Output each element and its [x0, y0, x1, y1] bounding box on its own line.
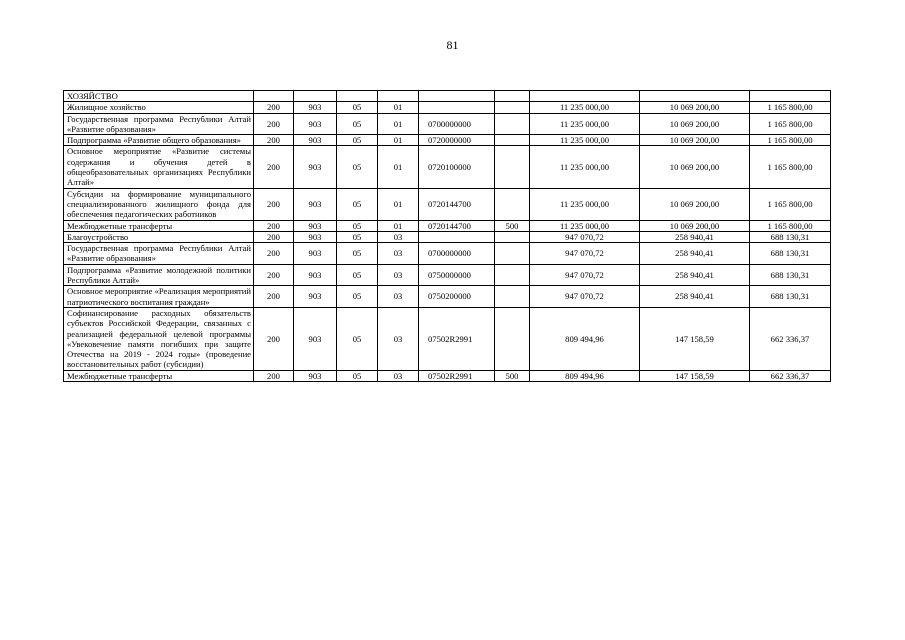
target-article-cell: 0700000000: [419, 243, 495, 265]
admin-code-cell: 200: [254, 135, 294, 146]
section-code-cell: 05: [337, 135, 378, 146]
amount-year3-cell: 1 165 800,00: [750, 220, 831, 231]
budget-table: [63, 90, 831, 382]
admin-code-cell: 200: [254, 113, 294, 135]
amount-year3-cell: 1 165 800,00: [750, 135, 831, 146]
amount-year1-cell: 11 235 000,00: [530, 113, 640, 135]
target-article-cell: 0720144700: [419, 220, 495, 231]
amount-year1-cell: 809 494,96: [530, 370, 640, 381]
row-name-cell: Государственная программа Республики Алтай «Развитие образования»: [64, 243, 254, 265]
amount-year1-cell: 809 494,96: [530, 307, 640, 370]
expense-type-cell: [495, 231, 530, 242]
target-article-cell: [419, 102, 495, 113]
table-row: [64, 113, 831, 135]
section-code-cell: 05: [337, 102, 378, 113]
admin-code-cell: 200: [254, 370, 294, 381]
row-name-cell: Основное мероприятие «Развитие системы содержания и обучения детей в общеобразовательных организациях Республики Алтай»: [64, 146, 254, 188]
row-name-cell: Межбюджетные трансферты: [64, 220, 254, 231]
amount-year1-cell: 11 235 000,00: [530, 146, 640, 188]
amount-year1-cell: 11 235 000,00: [530, 220, 640, 231]
subsection-code-cell: 03: [378, 243, 419, 265]
expense-type-cell: [495, 146, 530, 188]
subsection-code-cell: 01: [378, 135, 419, 146]
table-row: [64, 146, 831, 188]
expense-type-cell: [495, 307, 530, 370]
amount-year2-cell: 10 069 200,00: [640, 146, 750, 188]
ministry-code-cell: 903: [294, 135, 337, 146]
target-article-cell: 07502R2991: [419, 370, 495, 381]
expense-type-cell: [495, 91, 530, 102]
table-row: [64, 286, 831, 308]
amount-year1-cell: 947 070,72: [530, 264, 640, 286]
amount-year1-cell: 11 235 000,00: [530, 135, 640, 146]
expense-type-cell: 500: [495, 220, 530, 231]
expense-type-cell: [495, 264, 530, 286]
amount-year3-cell: 662 336,37: [750, 370, 831, 381]
section-code-cell: 05: [337, 146, 378, 188]
ministry-code-cell: 903: [294, 113, 337, 135]
amount-year1-cell: [530, 91, 640, 102]
row-name-cell: ХОЗЯЙСТВО: [64, 91, 254, 102]
table-row: [64, 243, 831, 265]
row-name-cell: Межбюджетные трансферты: [64, 370, 254, 381]
target-article-cell: 0750000000: [419, 264, 495, 286]
section-code-cell: 05: [337, 231, 378, 242]
table-row: [64, 135, 831, 146]
admin-code-cell: 200: [254, 188, 294, 220]
row-name-cell: Подпрограмма «Развитие общего образования»: [64, 135, 254, 146]
section-code-cell: 05: [337, 113, 378, 135]
amount-year1-cell: 11 235 000,00: [530, 188, 640, 220]
subsection-code-cell: 01: [378, 102, 419, 113]
ministry-code-cell: 903: [294, 146, 337, 188]
target-article-cell: 0720144700: [419, 188, 495, 220]
ministry-code-cell: 903: [294, 231, 337, 242]
ministry-code-cell: 903: [294, 243, 337, 265]
admin-code-cell: [254, 91, 294, 102]
target-article-cell: [419, 231, 495, 242]
amount-year3-cell: 1 165 800,00: [750, 113, 831, 135]
admin-code-cell: 200: [254, 243, 294, 265]
admin-code-cell: 200: [254, 102, 294, 113]
amount-year2-cell: 258 940,41: [640, 286, 750, 308]
row-name-cell: Софинансирование расходных обязательств субъектов Российской Федерации, связанных с реализацией федеральной целевой программы «Увековечение памяти погибших при защите Отечества на 2019 - 2024 годы» (проведение восстановительных работ (субсидии): [64, 307, 254, 370]
admin-code-cell: 200: [254, 264, 294, 286]
ministry-code-cell: 903: [294, 307, 337, 370]
section-code-cell: [337, 91, 378, 102]
subsection-code-cell: 01: [378, 113, 419, 135]
row-name-cell: Государственная программа Республики Алтай «Развитие образования»: [64, 113, 254, 135]
table-row: [64, 307, 831, 370]
section-code-cell: 05: [337, 286, 378, 308]
expense-type-cell: [495, 188, 530, 220]
target-article-cell: 0720100000: [419, 146, 495, 188]
subsection-code-cell: 03: [378, 264, 419, 286]
section-code-cell: 05: [337, 188, 378, 220]
section-code-cell: 05: [337, 243, 378, 265]
row-name-cell: Жилищное хозяйство: [64, 102, 254, 113]
table-row: [64, 370, 831, 381]
target-article-cell: 07502R2991: [419, 307, 495, 370]
subsection-code-cell: 03: [378, 307, 419, 370]
amount-year3-cell: 1 165 800,00: [750, 102, 831, 113]
expense-type-cell: [495, 243, 530, 265]
target-article-cell: 0750200000: [419, 286, 495, 308]
ministry-code-cell: 903: [294, 188, 337, 220]
subsection-code-cell: 03: [378, 370, 419, 381]
amount-year2-cell: 258 940,41: [640, 264, 750, 286]
subsection-code-cell: 03: [378, 231, 419, 242]
admin-code-cell: 200: [254, 307, 294, 370]
table-row: [64, 231, 831, 242]
amount-year2-cell: 258 940,41: [640, 243, 750, 265]
amount-year3-cell: 1 165 800,00: [750, 146, 831, 188]
expense-type-cell: [495, 135, 530, 146]
amount-year3-cell: 688 130,31: [750, 243, 831, 265]
subsection-code-cell: 01: [378, 220, 419, 231]
amount-year2-cell: 147 158,59: [640, 370, 750, 381]
amount-year2-cell: 10 069 200,00: [640, 113, 750, 135]
subsection-code-cell: 03: [378, 286, 419, 308]
expense-type-cell: [495, 102, 530, 113]
ministry-code-cell: 903: [294, 102, 337, 113]
amount-year1-cell: 947 070,72: [530, 231, 640, 242]
admin-code-cell: 200: [254, 286, 294, 308]
table-row: [64, 264, 831, 286]
amount-year2-cell: [640, 91, 750, 102]
admin-code-cell: 200: [254, 146, 294, 188]
table-row: [64, 220, 831, 231]
amount-year2-cell: 10 069 200,00: [640, 135, 750, 146]
row-name-cell: Подпрограмма «Развитие молодежной политики Республики Алтай»: [64, 264, 254, 286]
row-name-cell: Благоустройство: [64, 231, 254, 242]
amount-year2-cell: 258 940,41: [640, 231, 750, 242]
amount-year1-cell: 947 070,72: [530, 243, 640, 265]
row-name-cell: Субсидии на формирование муниципального специализированного жилищного фонда для обеспечения педагогических работников: [64, 188, 254, 220]
amount-year3-cell: 688 130,31: [750, 231, 831, 242]
admin-code-cell: 200: [254, 220, 294, 231]
ministry-code-cell: 903: [294, 286, 337, 308]
ministry-code-cell: 903: [294, 370, 337, 381]
expense-type-cell: [495, 113, 530, 135]
target-article-cell: 0720000000: [419, 135, 495, 146]
target-article-cell: 0700000000: [419, 113, 495, 135]
table-row: [64, 91, 831, 102]
subsection-code-cell: [378, 91, 419, 102]
amount-year2-cell: 10 069 200,00: [640, 102, 750, 113]
amount-year1-cell: 11 235 000,00: [530, 102, 640, 113]
section-code-cell: 05: [337, 220, 378, 231]
target-article-cell: [419, 91, 495, 102]
expense-type-cell: 500: [495, 370, 530, 381]
table-row: [64, 102, 831, 113]
amount-year3-cell: [750, 91, 831, 102]
amount-year2-cell: 147 158,59: [640, 307, 750, 370]
section-code-cell: 05: [337, 370, 378, 381]
table-row: [64, 188, 831, 220]
amount-year3-cell: 688 130,31: [750, 286, 831, 308]
section-code-cell: 05: [337, 307, 378, 370]
admin-code-cell: 200: [254, 231, 294, 242]
expense-type-cell: [495, 286, 530, 308]
subsection-code-cell: 01: [378, 188, 419, 220]
section-code-cell: 05: [337, 264, 378, 286]
subsection-code-cell: 01: [378, 146, 419, 188]
amount-year2-cell: 10 069 200,00: [640, 220, 750, 231]
ministry-code-cell: 903: [294, 220, 337, 231]
ministry-code-cell: 903: [294, 264, 337, 286]
ministry-code-cell: [294, 91, 337, 102]
amount-year3-cell: 688 130,31: [750, 264, 831, 286]
amount-year1-cell: 947 070,72: [530, 286, 640, 308]
row-name-cell: Основное мероприятие «Реализация мероприятий патриотического воспитания граждан»: [64, 286, 254, 308]
amount-year2-cell: 10 069 200,00: [640, 188, 750, 220]
amount-year3-cell: 662 336,37: [750, 307, 831, 370]
page-number: 81: [446, 38, 459, 52]
amount-year3-cell: 1 165 800,00: [750, 188, 831, 220]
